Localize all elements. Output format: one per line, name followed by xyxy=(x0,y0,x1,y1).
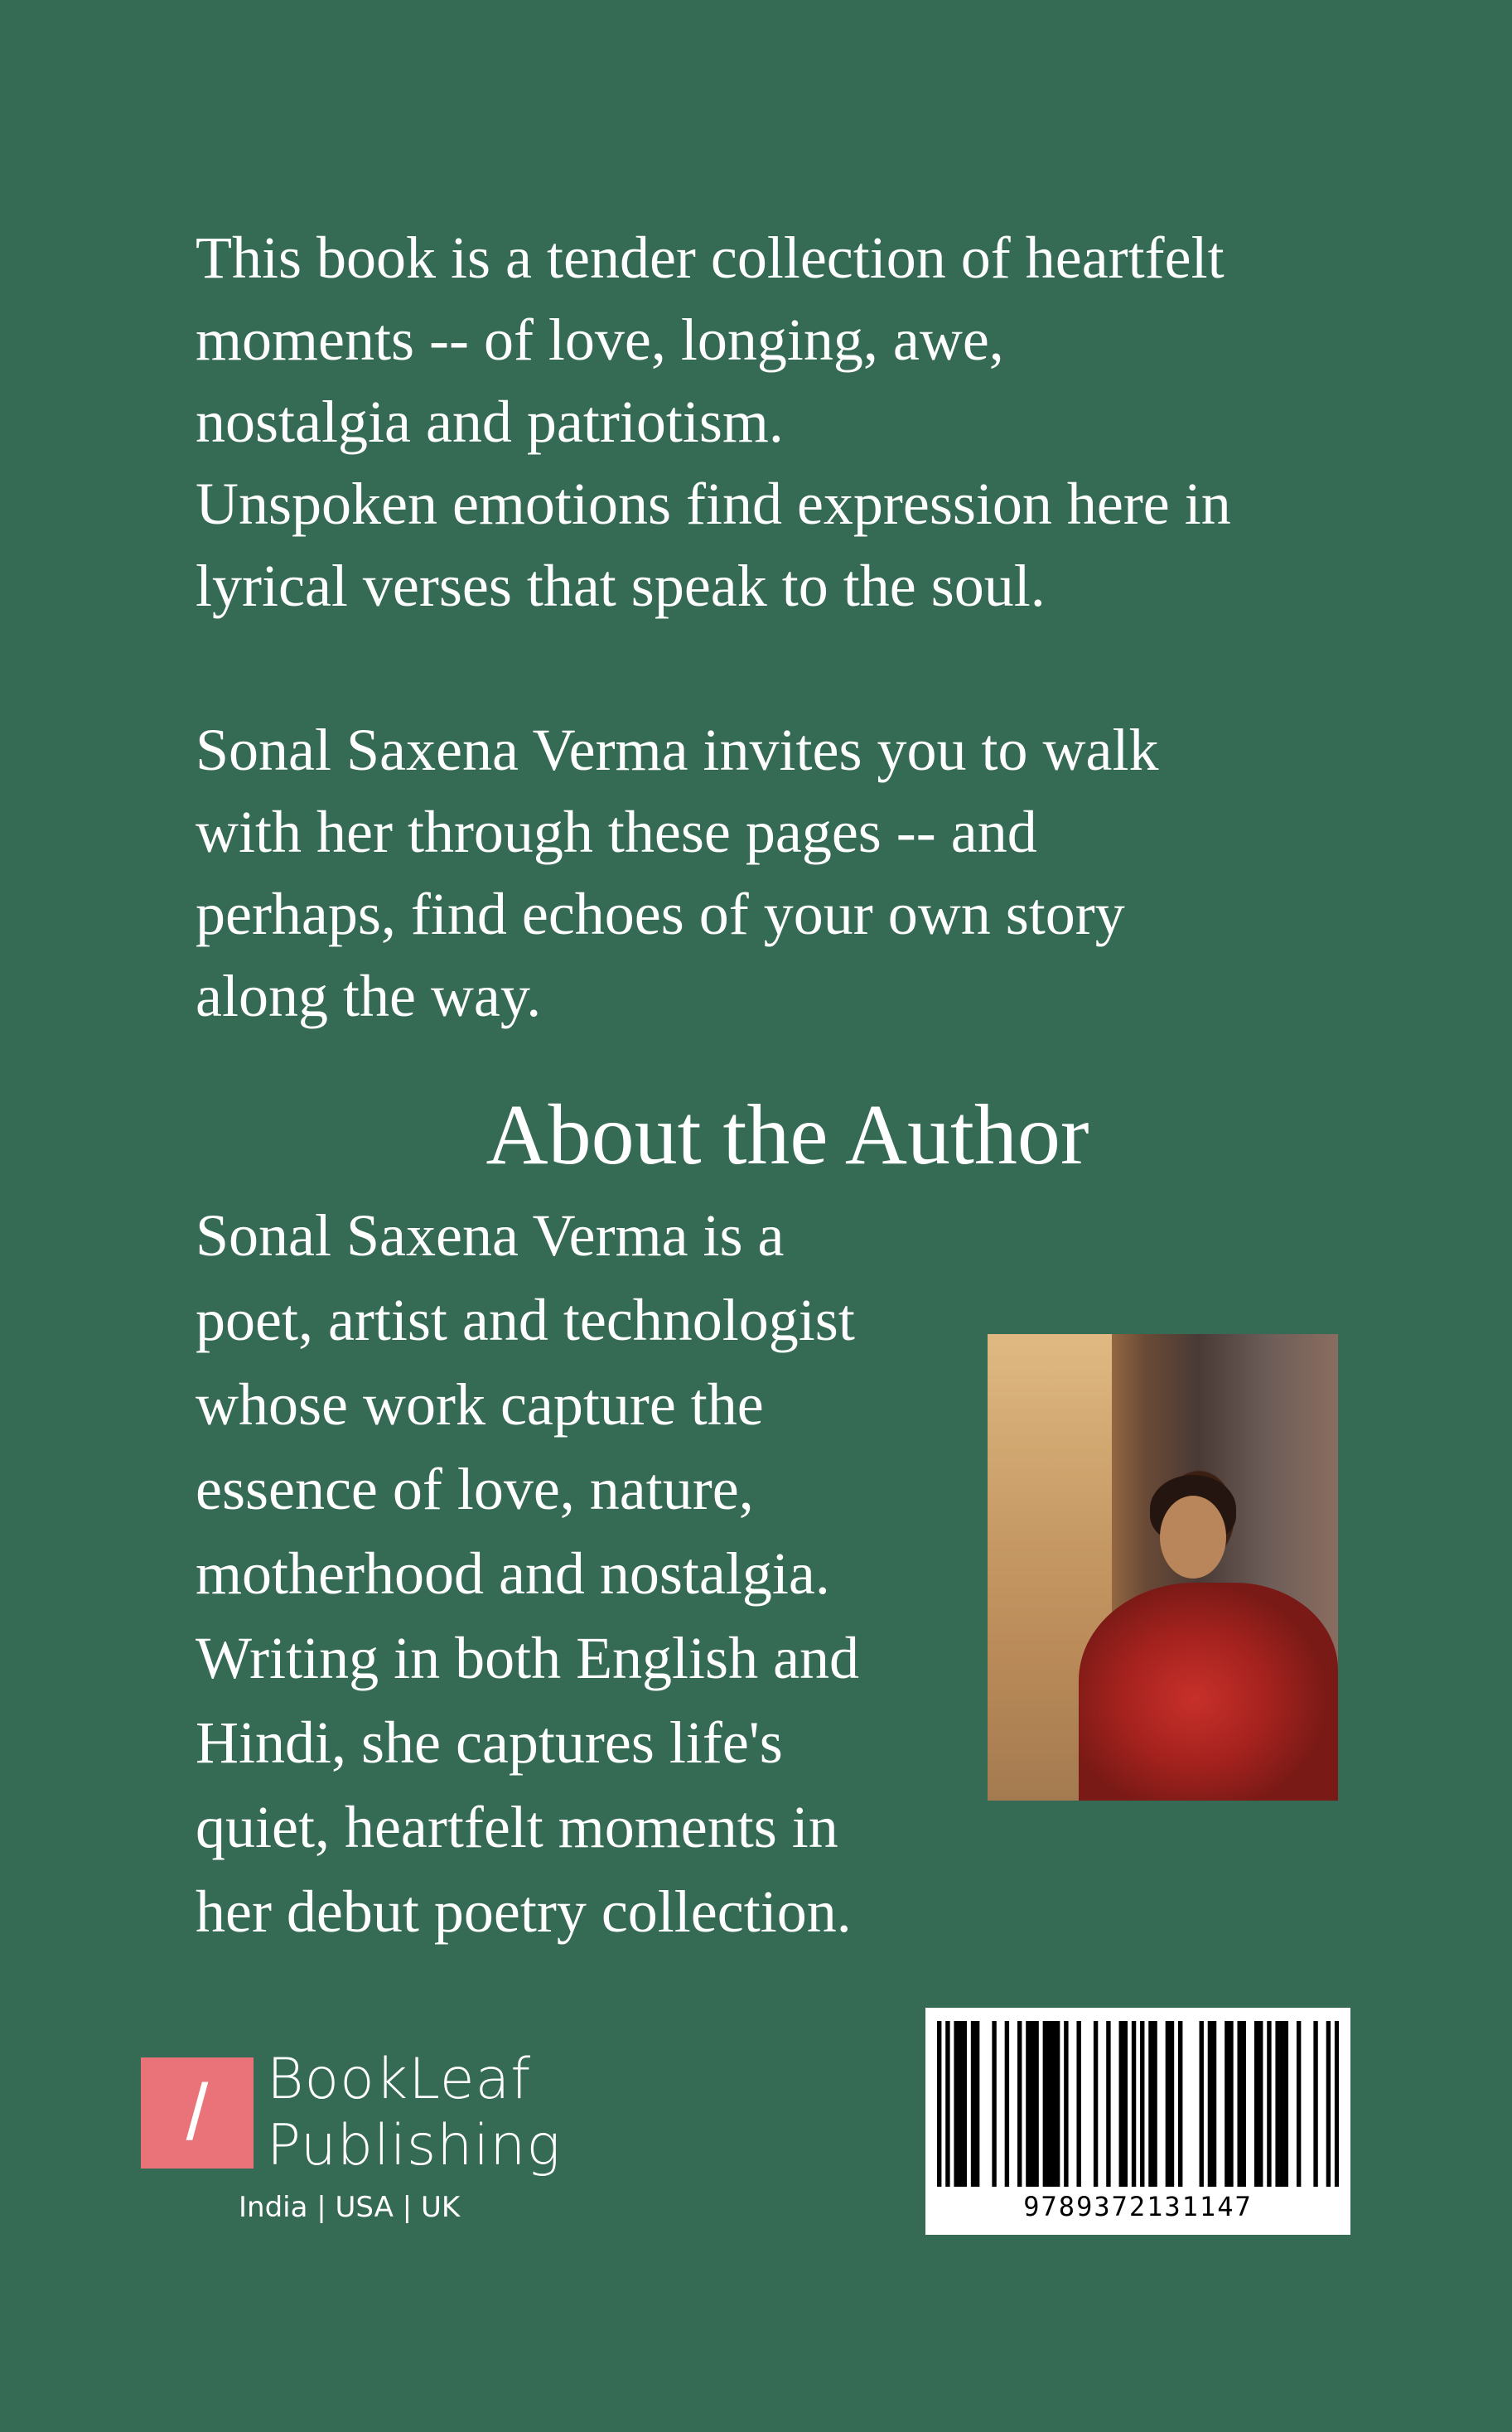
barcode-bar xyxy=(1047,2021,1051,2187)
barcode-bar xyxy=(1094,2021,1098,2187)
bio-line: essence of love, nature, xyxy=(196,1456,754,1522)
barcode-bar xyxy=(1178,2021,1182,2187)
barcode-bar xyxy=(1152,2021,1157,2187)
barcode-bar xyxy=(1056,2021,1060,2187)
barcode-bar xyxy=(963,2021,967,2187)
barcode-bar xyxy=(1258,2021,1263,2187)
blurb-line: Sonal Saxena Verma invites you to walk xyxy=(196,717,1159,783)
barcode-bar xyxy=(992,2021,996,2187)
publisher-name xyxy=(267,2047,561,2179)
isbn-number: 9789372131147 xyxy=(1023,2191,1253,2222)
about-author-heading: About the Author xyxy=(485,1087,1089,1182)
barcode-bar xyxy=(1148,2021,1152,2187)
blurb-line: with her through these pages -- and xyxy=(196,799,1037,865)
bio-line: quiet, heartfelt moments in xyxy=(196,1794,838,1860)
bio-line: her debut poetry collection. xyxy=(196,1878,852,1945)
barcode-bar xyxy=(1123,2021,1128,2187)
barcode-bar xyxy=(1284,2021,1288,2187)
barcode-bar xyxy=(1026,2021,1030,2187)
bio-line: Hindi, she captures life's xyxy=(196,1709,783,1776)
barcode-bar xyxy=(1064,2021,1068,2187)
barcode-bar xyxy=(1225,2021,1229,2187)
barcode-bar xyxy=(1170,2021,1174,2187)
barcode-bar xyxy=(1106,2021,1110,2187)
publisher-logo-mark xyxy=(141,2057,254,2168)
barcode-bar xyxy=(971,2021,975,2187)
blurb-line: moments -- of love, longing, awe, xyxy=(196,307,1004,373)
bio-line: whose work capture the xyxy=(196,1371,764,1438)
barcode-bar xyxy=(1140,2021,1144,2187)
barcode-bar xyxy=(1254,2021,1258,2187)
blurb xyxy=(196,217,1355,1037)
barcode-bar xyxy=(1076,2021,1080,2187)
barcode-bar xyxy=(945,2021,949,2187)
barcode-bar xyxy=(1242,2021,1246,2187)
bio-line: Writing in both English and xyxy=(196,1625,860,1691)
barcode-bar xyxy=(1030,2021,1034,2187)
bio-line: Sonal Saxena Verma is a xyxy=(196,1202,785,1269)
barcode-bar xyxy=(1275,2021,1279,2187)
barcode-bar xyxy=(1335,2021,1339,2187)
barcode-bar xyxy=(937,2021,941,2187)
photo-face xyxy=(1160,1496,1226,1579)
barcode-bar xyxy=(1166,2021,1170,2187)
blurb-line: along the way. xyxy=(196,963,542,1029)
publisher-name-line2: Publishing xyxy=(267,2113,562,2178)
blurb-line: lyrical verses that speak to the soul. xyxy=(196,553,1046,619)
bio-line: motherhood and nostalgia. xyxy=(196,1540,830,1607)
barcode-bar xyxy=(1326,2021,1331,2187)
blurb-line: perhaps, find echoes of your own story xyxy=(196,881,1125,947)
author-bio xyxy=(196,1193,941,1954)
publisher-regions: India | USA | UK xyxy=(239,2191,461,2224)
paragraph-gap xyxy=(196,627,1355,709)
barcode-bar xyxy=(1119,2021,1123,2187)
photo-red-dress xyxy=(1079,1583,1338,1801)
barcode-bar xyxy=(959,2021,963,2187)
slash-icon: / xyxy=(186,2068,209,2157)
barcode-bar xyxy=(1200,2021,1204,2187)
barcode-bar xyxy=(1229,2021,1233,2187)
barcode-bar xyxy=(1313,2021,1317,2187)
author-photo xyxy=(988,1334,1338,1801)
blurb-line: Unspoken emotions find expression here in xyxy=(196,471,1231,537)
barcode-bar xyxy=(1051,2021,1056,2187)
barcode-bar xyxy=(1017,2021,1022,2187)
bio-line: poet, artist and technologist xyxy=(196,1287,855,1353)
blurb-line: nostalgia and patriotism. xyxy=(196,389,784,455)
barcode-bar xyxy=(975,2021,979,2187)
barcode-bar xyxy=(1005,2021,1009,2187)
barcode-bar xyxy=(1034,2021,1038,2187)
barcode-bar xyxy=(1297,2021,1301,2187)
barcode-bar xyxy=(1267,2021,1271,2187)
publisher-name-line1: BookLeaf xyxy=(267,2047,532,2112)
barcode-bar xyxy=(1208,2021,1212,2187)
barcode-bar xyxy=(1212,2021,1216,2187)
barcode-bars xyxy=(937,2021,1339,2187)
barcode-bar xyxy=(1132,2021,1136,2187)
barcode-bar xyxy=(1237,2021,1241,2187)
barcode-bar xyxy=(954,2021,958,2187)
barcode xyxy=(925,2008,1350,2235)
barcode-bar xyxy=(1043,2021,1047,2187)
barcode-bar xyxy=(1280,2021,1284,2187)
blurb-line: This book is a tender collection of heartfelt xyxy=(196,225,1225,291)
